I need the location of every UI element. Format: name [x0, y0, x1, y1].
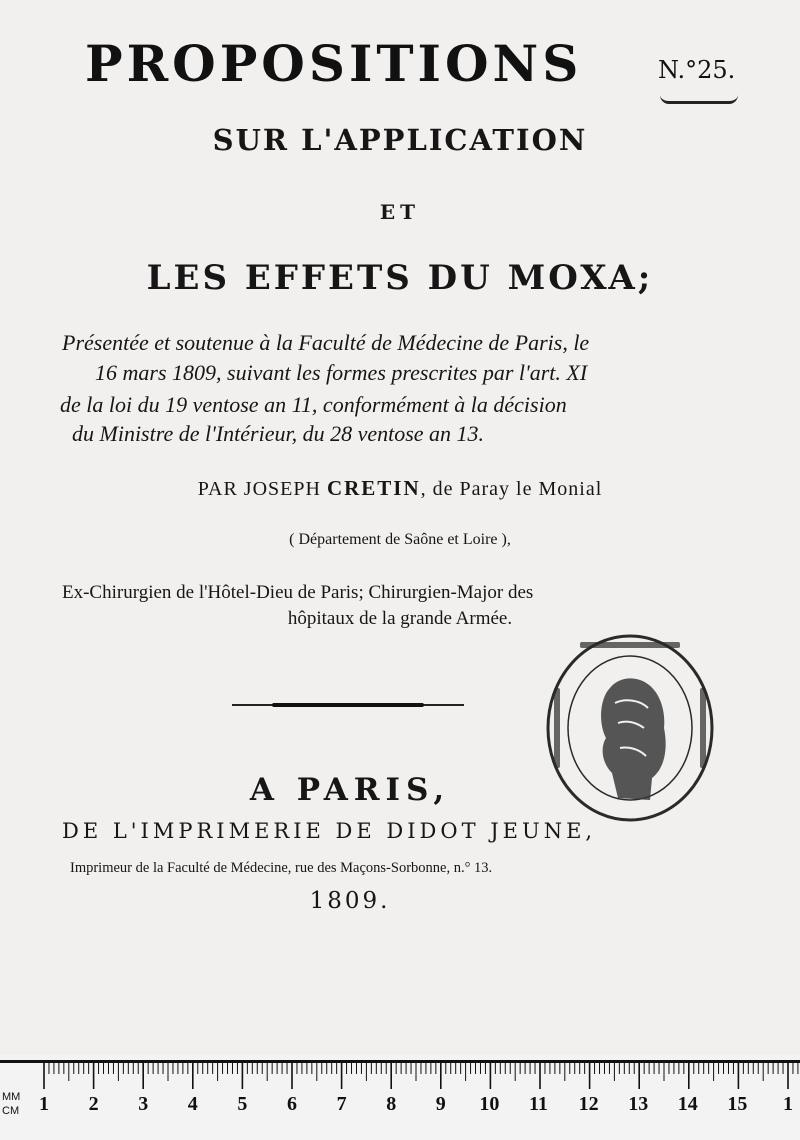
- document-number: N.°25.: [658, 56, 736, 84]
- ruler-number: 1: [783, 1093, 793, 1115]
- ruler-number: 8: [386, 1093, 397, 1115]
- ornamental-rule: [232, 704, 464, 706]
- city: A PARIS,: [249, 772, 451, 808]
- presented-line-1: Présentée et soutenue à la Faculté de Médecine de Paris, le: [62, 330, 590, 355]
- ruler-number: 4: [187, 1093, 198, 1115]
- ruler-number: 11: [529, 1093, 548, 1115]
- presented-line-4: du Ministre de l'Intérieur, du 28 ventose an 13.: [72, 421, 485, 446]
- ruler-label-cm: CM: [2, 1105, 20, 1117]
- printer-address: Imprimeur de la Faculté de Médecine, rue des Maçons-Sorbonne, n.° 13.: [70, 860, 493, 876]
- library-stamp-icon: [540, 628, 720, 828]
- publication-year: 1809.: [309, 888, 391, 914]
- subtitle-line-3: LES EFFETS DU MOXA;: [146, 258, 654, 298]
- ruler-number: 3: [138, 1093, 149, 1115]
- credentials-line-2: hôpitaux de la grande Armée.: [287, 608, 513, 629]
- printer-name: DE L'IMPRIMERIE DE DIDOT JEUNE,: [62, 819, 597, 843]
- ruler-label-mm: MM: [2, 1091, 21, 1103]
- ruler-number: 9: [435, 1093, 446, 1115]
- ruler-number: 12: [578, 1093, 599, 1115]
- byline-prefix: PAR JOSEPH: [197, 478, 321, 500]
- byline: [0, 476, 800, 501]
- ruler-number: 5: [237, 1093, 248, 1115]
- presented-line-2: 16 mars 1809, suivant les formes prescrites par l'art. XI: [95, 360, 588, 385]
- subtitle-line-2: ET: [379, 200, 421, 224]
- ruler-number: 7: [336, 1093, 347, 1115]
- ruler-number: 1: [39, 1093, 49, 1115]
- subtitle-line-1: SUR L'APPLICATION: [212, 123, 588, 157]
- credentials-line-1: Ex-Chirurgien de l'Hôtel-Dieu de Paris; Chirurgien-Major des: [62, 582, 534, 603]
- ruler-number: 2: [88, 1093, 99, 1115]
- measurement-ruler: [0, 1060, 800, 1140]
- ruler-number: 14: [677, 1093, 698, 1115]
- ruler-number: 13: [628, 1093, 649, 1115]
- author-surname: CRETIN: [326, 476, 421, 500]
- ruler-number: 15: [727, 1093, 748, 1115]
- byline-suffix: , de Paray le Monial: [420, 478, 603, 500]
- number-underline-ornament: [660, 95, 738, 104]
- ruler-number: 10: [479, 1093, 500, 1115]
- ruler-number: 6: [287, 1093, 297, 1115]
- document-title: PROPOSITIONS: [85, 34, 583, 93]
- department: ( Département de Saône et Loire ),: [289, 531, 511, 548]
- presented-line-3: de la loi du 19 ventose an 11, conformément à la décision: [60, 392, 567, 417]
